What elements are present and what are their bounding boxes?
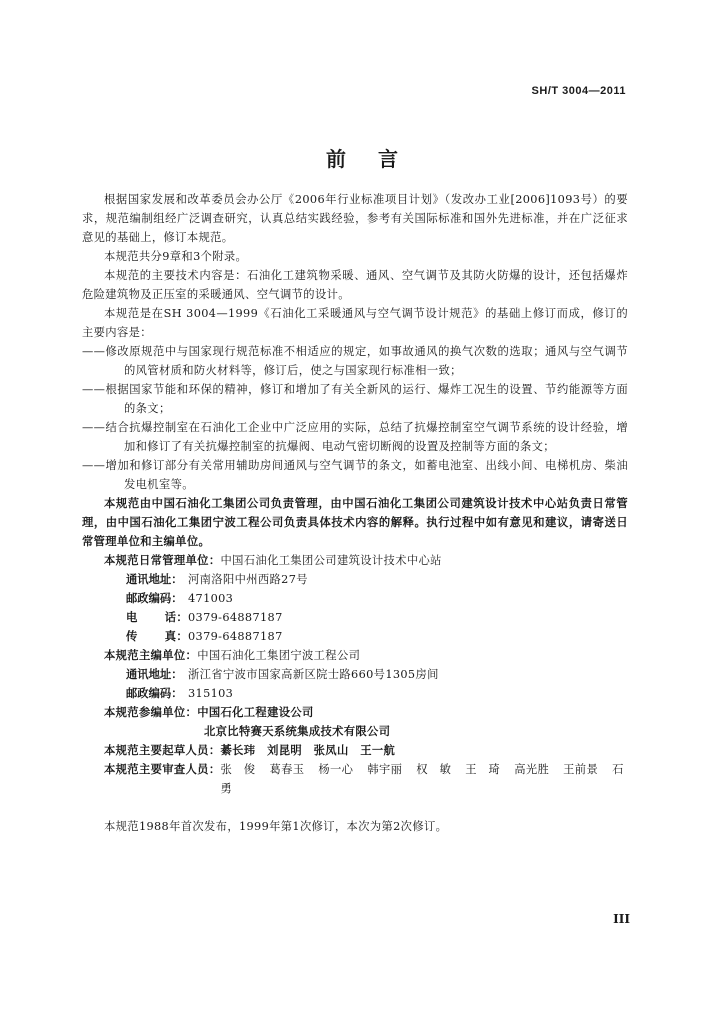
- reviewer-name: 高光胜: [514, 763, 550, 776]
- chief-editor-address-label: 通讯地址：: [126, 667, 183, 681]
- reviewer-name: 韩宇丽: [367, 763, 403, 776]
- management-postcode-value: 471003: [188, 592, 234, 605]
- revision-item: ——修改原规范中与国家现行规范标准不相适应的规定，如事故通风的换气次数的选取；通风与空气调节的风管材质和防火材料等，修订后，使之与国家现行标准相一致；: [82, 345, 628, 377]
- paragraph-origin: 根据国家发展和改革委员会办公厅《2006年行业标准项目计划》（发改办工业[2006]1093号）的要求，规范编制组经广泛调查研究，认真总结实践经验，参考有关国际标准和国外先进标准，并在广泛征求意见的基础上，修订本规范。: [82, 193, 628, 244]
- spacer: [82, 798, 628, 817]
- chief-editor-postcode-value: 315103: [188, 687, 234, 700]
- standard-code: SH/T 3004—2011: [531, 85, 626, 97]
- reviewer-name: 杨一心: [318, 763, 354, 776]
- revision-item: ——增加和修订部分有关常用辅助房间通风与空气调节的条文，如蓄电池室、出线小间、电梯机房、柴油发电机室等。: [82, 459, 628, 491]
- management-unit-label: 本规范日常管理单位：: [104, 553, 221, 567]
- participants-line: [82, 703, 628, 722]
- management-postcode-label: 邮政编码：: [126, 591, 183, 605]
- paragraph-structure: 本规范共分9章和3个附录。: [104, 250, 248, 263]
- reviewer-name: 张 俊: [220, 763, 256, 776]
- reviewer-name: 王 琦: [465, 763, 501, 776]
- page-title: [0, 143, 724, 172]
- management-address-label: 通讯地址：: [126, 572, 183, 586]
- management-address-line: [82, 570, 628, 589]
- phone-label-a: 电: [126, 610, 138, 624]
- phone-label-b: 话：: [164, 610, 188, 624]
- fax-label-a: 传: [126, 629, 138, 643]
- reviewer-name: 葛春玉: [269, 763, 305, 776]
- title-char-2: 言: [378, 147, 398, 171]
- revision-item: ——根据国家节能和环保的精神，修订和增加了有关全新风的运行、爆炸工况生的设置、节约能源等方面的条文；: [82, 383, 628, 415]
- revision-item: ——结合抗爆控制室在石油化工企业中广泛应用的实际，总结了抗爆控制室空气调节系统的设计经验，增加和修订了有关抗爆控制室的抗爆阀、电动气密切断阀的设置及控制等方面的条文；: [82, 421, 628, 453]
- participant-unit-2: 北京比特赛天系统集成技术有限公司: [204, 724, 391, 738]
- drafters-names: 綦长玮 刘昆明 张凤山 王一航: [220, 743, 396, 757]
- chief-editor-value: 中国石油化工集团宁波工程公司: [197, 649, 361, 662]
- chief-editor-line: [82, 646, 628, 665]
- management-fax-label: [126, 627, 188, 646]
- page-number: III: [613, 912, 630, 926]
- paragraph-management: 本规范由中国石油化工集团公司负责管理，由中国石油化工集团公司建筑设计技术中心站负责日常管理，由中国石油化工集团宁波工程公司负责具体技术内容的解释。执行过程中如有意见和建议，请寄送日常管理单位和主编单位。: [82, 496, 628, 548]
- reviewer-name: 王前景: [563, 763, 599, 776]
- chief-editor-postcode-label: 邮政编码：: [126, 686, 183, 700]
- management-address-value: 河南洛阳中州西路27号: [188, 573, 308, 586]
- chief-editor-address-line: [82, 665, 628, 684]
- management-postcode-line: [82, 589, 628, 608]
- drafters-line: [82, 741, 628, 760]
- management-phone-value: 0379-64887187: [188, 611, 283, 624]
- management-unit-value: 中国石油化工集团公司建筑设计技术中心站: [220, 554, 442, 567]
- reviewer-name: 石 勇: [220, 763, 636, 795]
- reviewers-names: [220, 760, 636, 798]
- participant-unit-1: 中国石化工程建设公司: [197, 705, 314, 719]
- management-phone-line: [82, 608, 628, 627]
- fax-label-b: 真：: [164, 629, 188, 643]
- management-fax-value: 0379-64887187: [188, 630, 283, 643]
- paragraph-revision: 本规范是在SH 3004—1999《石油化工采暖通风与空气调节设计规范》的基础上修订而成，修订的主要内容是：: [82, 307, 628, 339]
- management-unit-line: [82, 551, 628, 570]
- management-fax-line: [82, 627, 628, 646]
- chief-editor-label: 本规范主编单位：: [104, 648, 198, 662]
- revision-history: 本规范1988年首次发布，1999年第1次修订，本次为第2次修订。: [104, 820, 448, 833]
- paragraph-content: 本规范的主要技术内容是：石油化工建筑物采暖、通风、空气调节及其防火防爆的设计，还包括爆炸危险建筑物及正压室的采暖通风、空气调节的设计。: [82, 269, 628, 301]
- document-body: [82, 190, 636, 836]
- reviewers-line: [82, 760, 636, 798]
- management-phone-label: [126, 608, 188, 627]
- reviewers-label: 本规范主要审查人员：: [104, 762, 221, 776]
- reviewer-name: 权 敏: [416, 763, 452, 776]
- chief-editor-address-value: 浙江省宁波市国家高新区院士路660号1305房间: [188, 668, 439, 681]
- title-char-1: 前: [326, 147, 346, 171]
- drafters-label: 本规范主要起草人员：: [104, 743, 221, 757]
- participants-label: 本规范参编单位：: [104, 705, 198, 719]
- chief-editor-postcode-line: [82, 684, 628, 703]
